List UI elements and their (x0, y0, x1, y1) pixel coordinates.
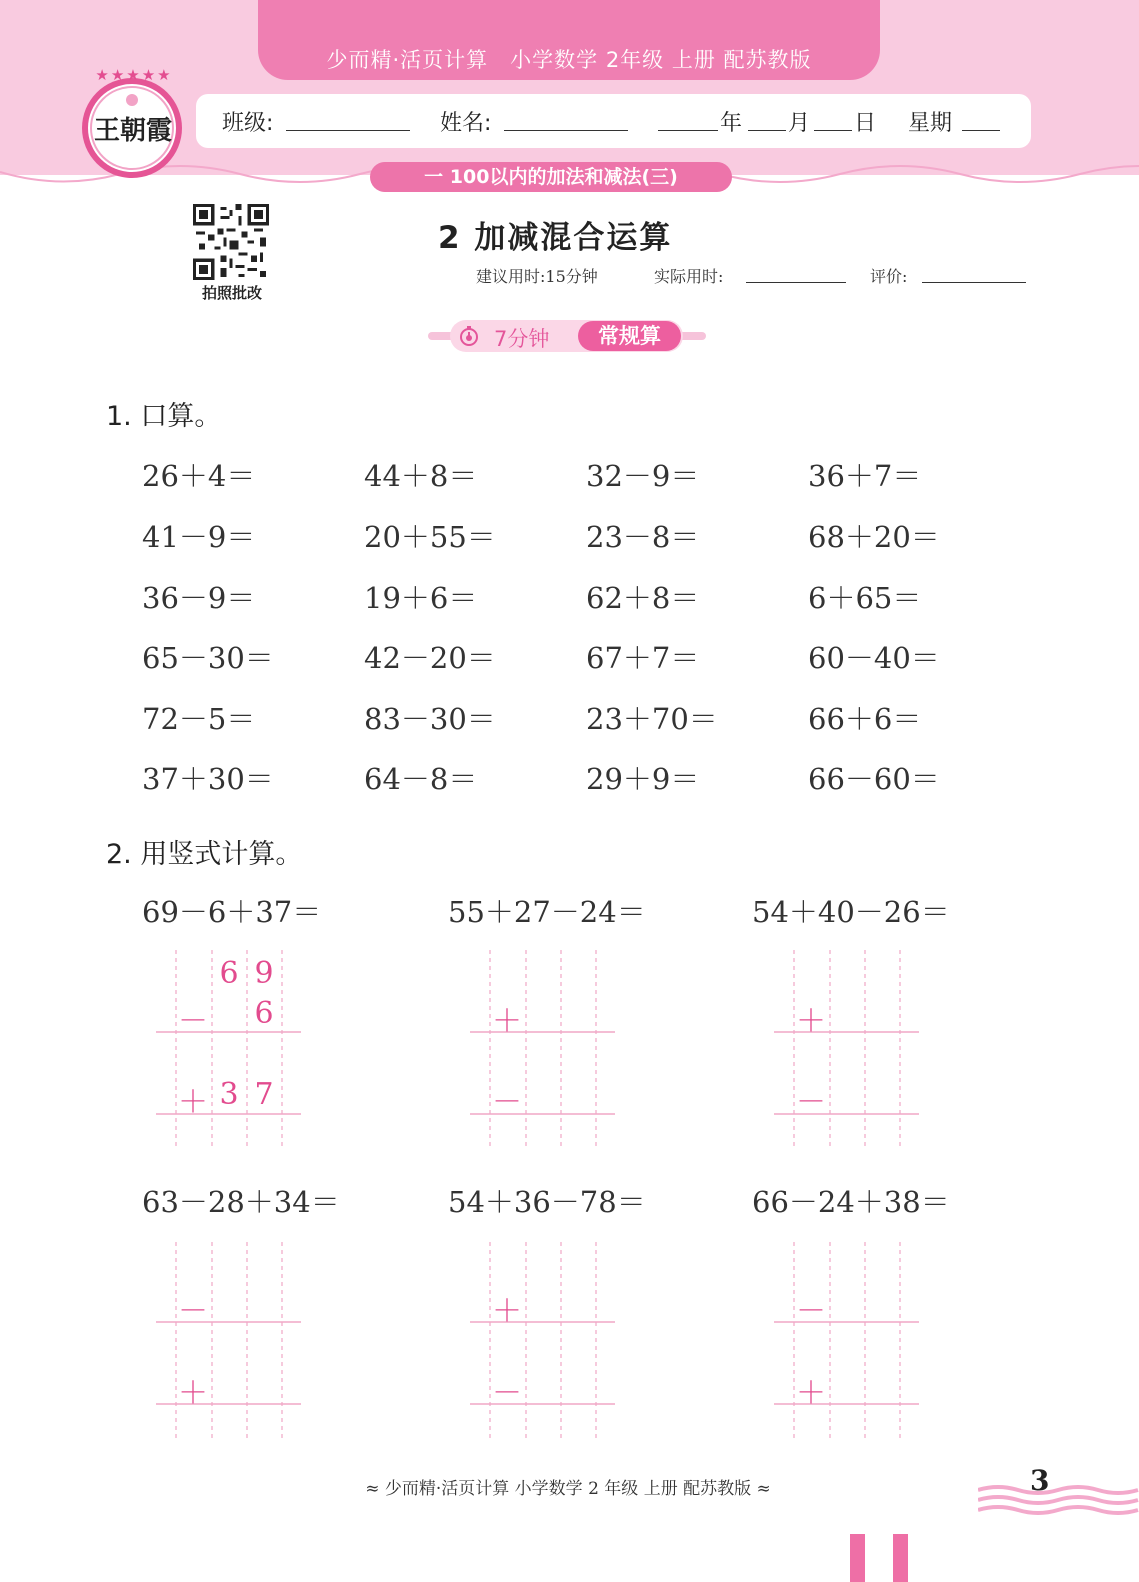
oral-problem: 32－9＝ (586, 459, 700, 493)
oral-problem: 64－8＝ (364, 762, 478, 796)
timer-badge: 常规算 (578, 321, 681, 351)
oral-problem: 42－20＝ (364, 641, 496, 675)
oral-problem: 83－30＝ (364, 702, 496, 736)
column-grid[interactable] (470, 1242, 620, 1442)
example-digit: 6 (254, 996, 274, 1031)
evaluation-label: 评价: (870, 267, 908, 286)
operator-sign: ＋ (492, 1004, 522, 1039)
oral-problem: 20＋55＝ (364, 520, 496, 554)
day-label: 日 (854, 111, 877, 136)
page-number: 3 (1030, 1464, 1050, 1497)
column-problem-expression: 69－6＋37＝ (142, 895, 322, 929)
oral-problem: 72－5＝ (142, 702, 256, 736)
day-field[interactable] (814, 106, 852, 131)
oral-problem: 23－8＝ (586, 520, 700, 554)
month-field[interactable] (748, 106, 786, 131)
oral-problem: 26＋4＝ (142, 459, 256, 493)
name-label: 姓名: (440, 111, 492, 136)
actual-time-field[interactable] (746, 264, 846, 283)
month-label: 月 (788, 111, 811, 136)
operator-sign: － (178, 1294, 208, 1329)
year-label: 年 (720, 111, 743, 136)
section2-title: 2. 用竖式计算。 (106, 839, 303, 870)
operator-sign: － (178, 1004, 208, 1039)
example-digit: 6 (219, 956, 239, 991)
column-problem-expression: 66－24＋38＝ (752, 1185, 950, 1219)
column-problem-expression: 54＋36－78＝ (448, 1185, 646, 1219)
lesson-title: 2 加减混合运算 (438, 220, 673, 256)
oral-problem: 60－40＝ (808, 641, 940, 675)
student-info-row (222, 106, 1022, 140)
actual-time-label: 实际用时: (654, 267, 724, 286)
page-edge-tab (850, 1534, 865, 1582)
column-problem-expression: 55＋27－24＝ (448, 895, 646, 929)
example-digit: 9 (254, 956, 274, 991)
oral-problem: 19＋6＝ (364, 581, 478, 615)
oral-problem: 23＋70＝ (586, 702, 718, 736)
oral-problem: 29＋9＝ (586, 762, 700, 796)
oral-problem: 36＋7＝ (808, 459, 922, 493)
timer-minutes: 7分钟 (494, 327, 550, 351)
logo-stars: ★★★★★ (95, 66, 173, 84)
class-field[interactable] (286, 106, 410, 131)
oral-problem: 37＋30＝ (142, 762, 274, 796)
operator-sign: － (796, 1294, 826, 1329)
oral-problem: 67＋7＝ (586, 641, 700, 675)
logo-text: 王朝霞 (93, 116, 172, 146)
name-field[interactable] (504, 106, 628, 131)
page-edge-tab (893, 1534, 908, 1582)
oral-problem: 66＋6＝ (808, 702, 922, 736)
series-title: 少而精·活页计算 小学数学 2年级 上册 配苏教版 (326, 48, 812, 72)
oral-problem: 6＋65＝ (808, 581, 922, 615)
oral-problem: 65－30＝ (142, 641, 274, 675)
operator-sign: － (796, 1085, 826, 1120)
weekday-field[interactable] (962, 106, 1000, 131)
suggested-time: 建议用时:15分钟 (476, 267, 598, 286)
chapter-title: 一 100以内的加法和减法(三) (370, 162, 732, 192)
operator-sign: － (492, 1085, 522, 1120)
oral-problem: 62＋8＝ (586, 581, 700, 615)
operator-sign: ＋ (796, 1004, 826, 1039)
operator-sign: ＋ (178, 1085, 208, 1120)
operator-sign: ＋ (492, 1294, 522, 1329)
qr-caption: 拍照批改 (201, 284, 262, 302)
oral-problem: 44＋8＝ (364, 459, 478, 493)
oral-problem: 36－9＝ (142, 581, 256, 615)
oral-problem: 41－9＝ (142, 520, 256, 554)
operator-sign: ＋ (178, 1376, 208, 1411)
column-problem-expression: 63－28＋34＝ (142, 1185, 340, 1219)
operator-sign: ＋ (796, 1376, 826, 1411)
example-digit: 3 (219, 1077, 239, 1112)
footer-waves (978, 1482, 1139, 1516)
qr-code-icon[interactable] (193, 204, 269, 280)
oral-problem: 68＋20＝ (808, 520, 940, 554)
year-field[interactable] (658, 106, 718, 131)
operator-sign: － (492, 1376, 522, 1411)
footer-text: ≈ 少而精·活页计算 小学数学 2 年级 上册 配苏教版 ≈ (365, 1479, 771, 1499)
oral-problem: 66－60＝ (808, 762, 940, 796)
example-digit: 7 (254, 1077, 274, 1112)
class-label: 班级: (222, 111, 274, 136)
evaluation-field[interactable] (922, 264, 1026, 283)
section1-title: 1. 口算。 (106, 401, 222, 432)
column-grid[interactable] (774, 1242, 924, 1442)
column-grid[interactable] (156, 1242, 306, 1442)
column-problem-expression: 54＋40－26＝ (752, 895, 950, 929)
stopwatch-icon (458, 325, 480, 347)
weekday-label: 星期 (908, 111, 953, 136)
